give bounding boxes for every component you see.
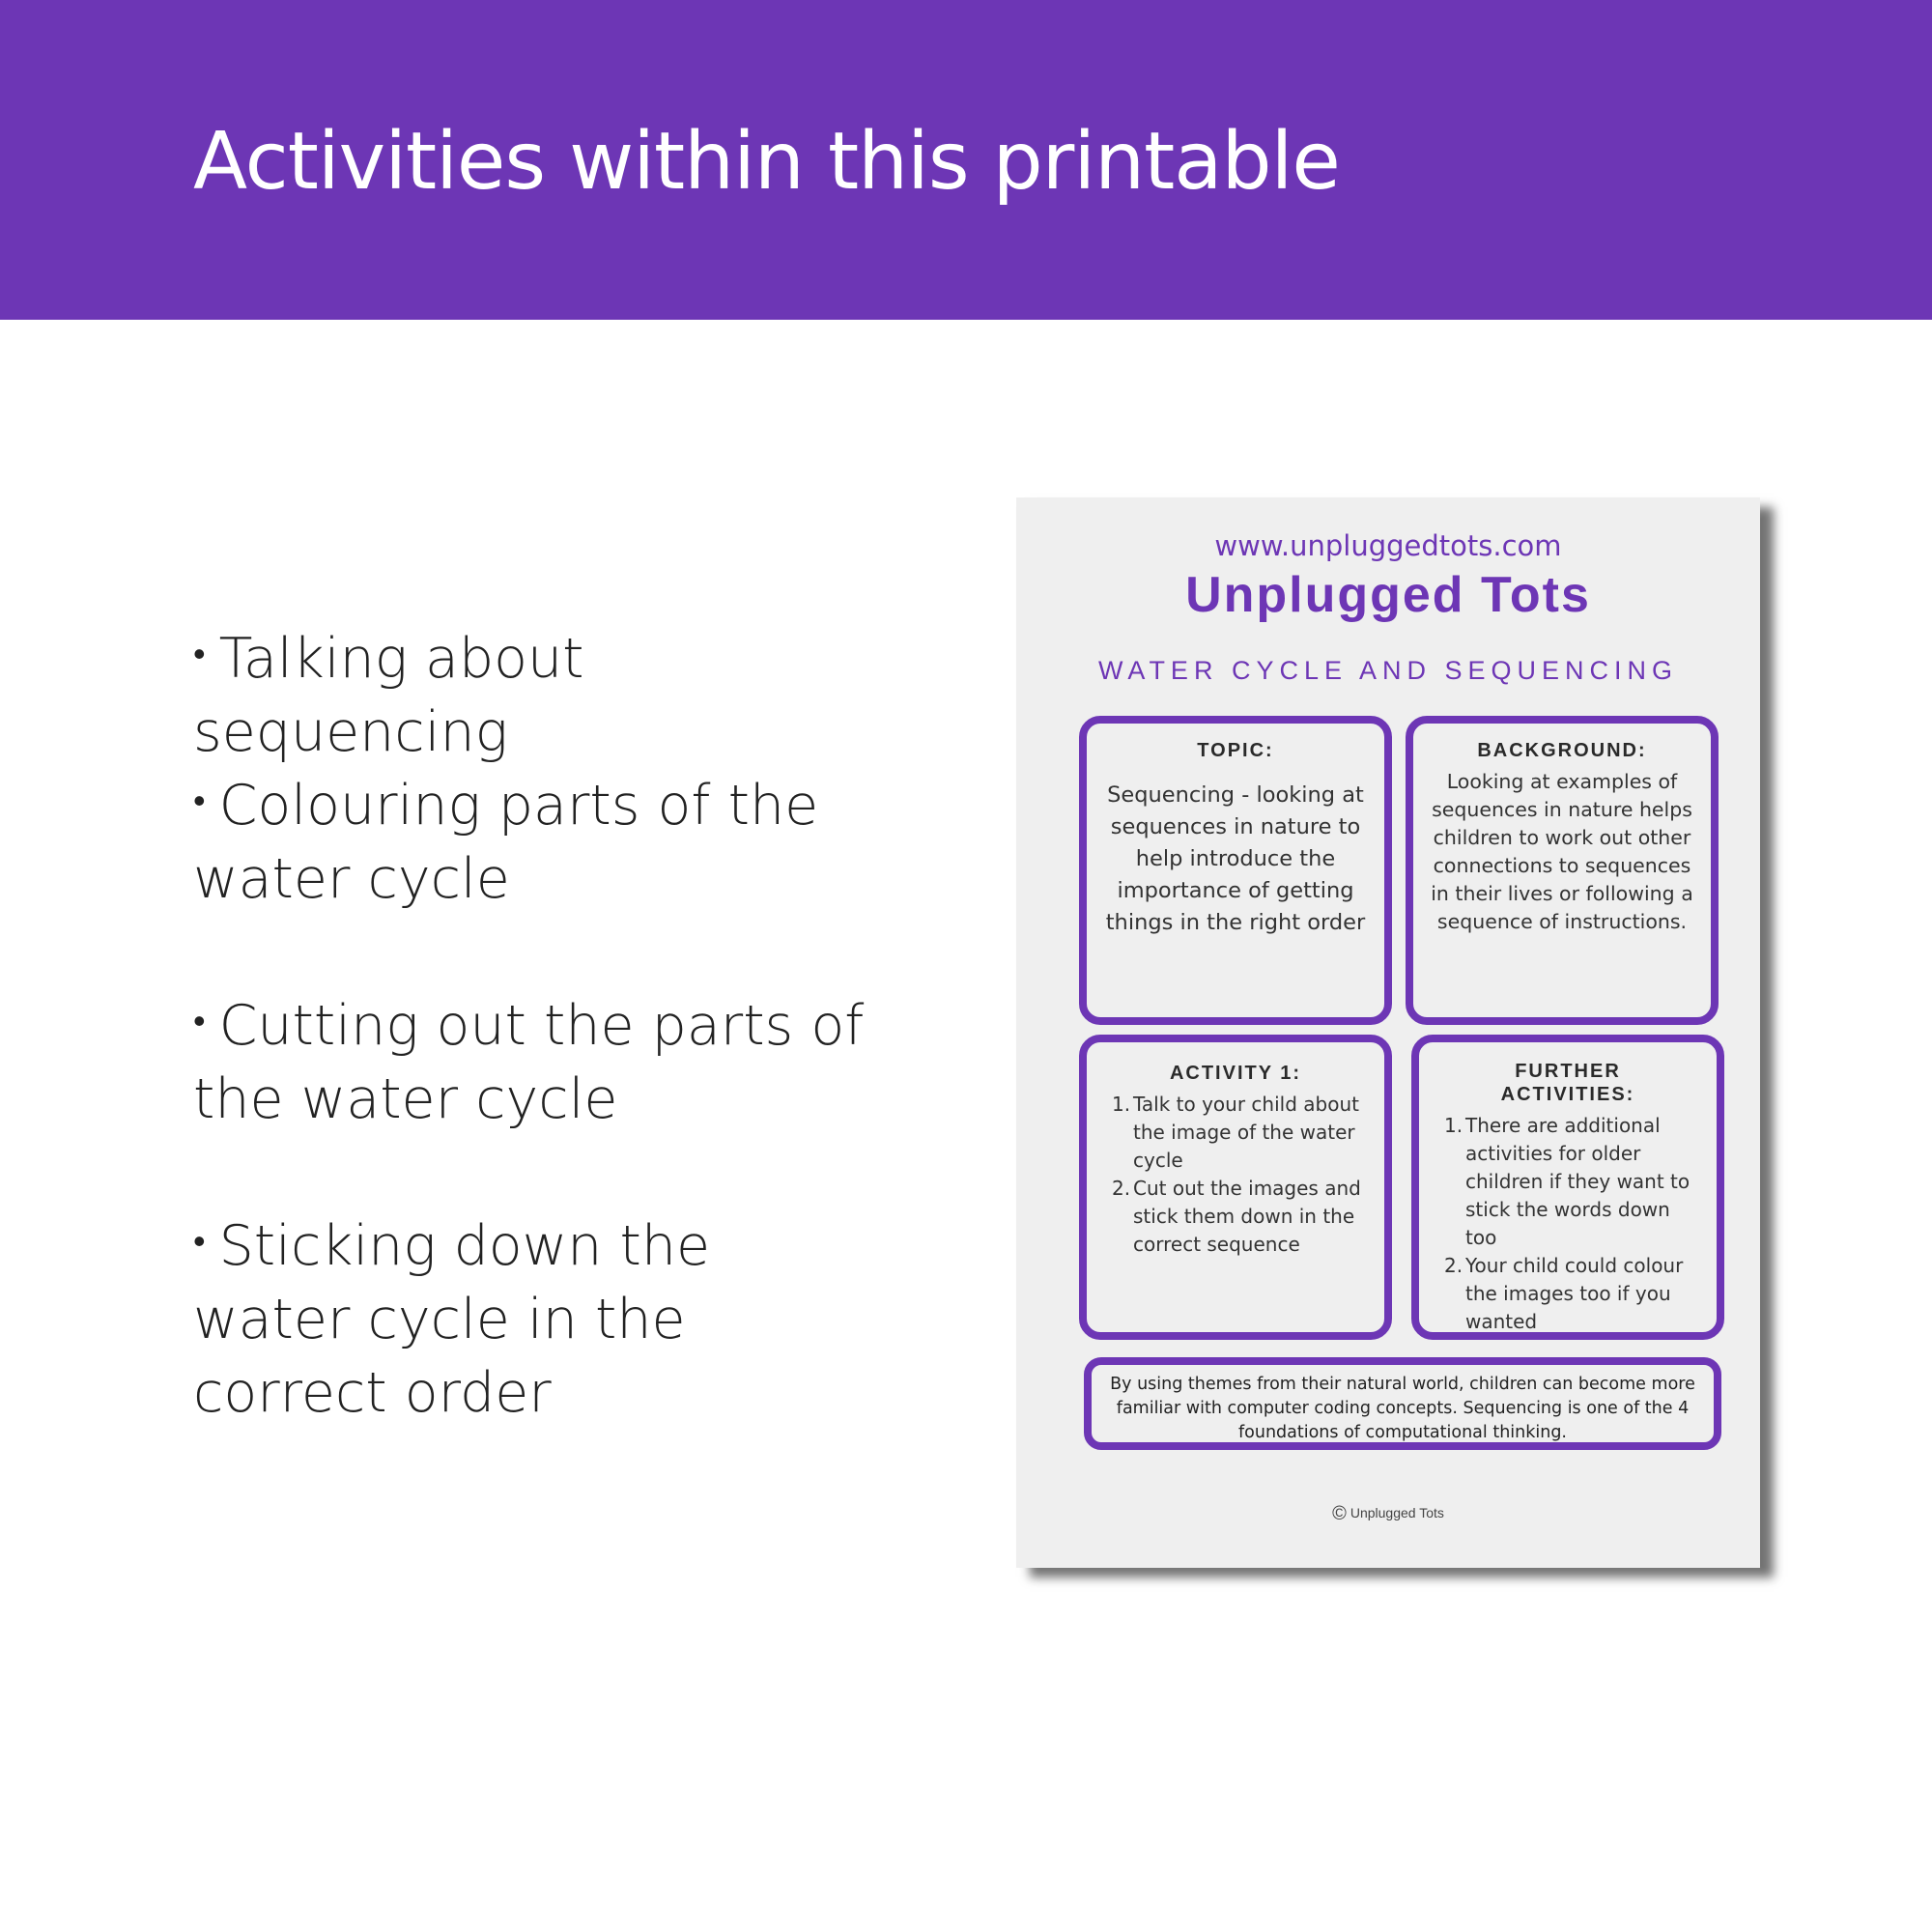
footer-note: By using themes from their natural world, children can become more familiar with computer coding concepts. Sequencing is one of the 4 foundations of computational thinking. [1110, 1375, 1695, 1442]
sheet-brand: Unplugged Tots [1185, 567, 1591, 623]
background-title: BACKGROUND: [1477, 740, 1647, 761]
step-text: Cut out the images and stick them down in the correct sequence [1133, 1177, 1361, 1256]
step-number: 2. [1444, 1254, 1463, 1277]
copyright [1016, 1502, 1760, 1524]
list-item [193, 1206, 869, 1430]
step-text: Talk to your child about the image of the water cycle [1133, 1093, 1359, 1172]
background-body: Looking at examples of sequences in nature helps children to work out other connections to sequences in their lives or following a sequence of instructions. [1431, 770, 1693, 933]
copyright-icon: © [1332, 1503, 1347, 1524]
step-number: 1. [1112, 1093, 1131, 1116]
background-card [1406, 716, 1719, 1025]
copyright-text: Unplugged Tots [1350, 1505, 1444, 1520]
page-title: Activities within this printable [193, 116, 1340, 208]
activity-text: Talking about sequencing [193, 627, 584, 764]
activity-text: Sticking down the water cycle in the correct order [193, 1214, 711, 1425]
further-steps [1444, 1112, 1703, 1336]
activity-text: Colouring parts of the water cycle [193, 774, 819, 911]
further-title-line2: ACTIVITIES: [1500, 1084, 1635, 1105]
list-item [1112, 1175, 1365, 1259]
further-title-line1: FURTHER [1515, 1061, 1621, 1082]
topic-title: TOPIC: [1197, 740, 1274, 761]
step-text: Your child could colour the images too if you wanted [1465, 1254, 1684, 1333]
step-text: There are additional activities for older children if they want to stick the words down too [1465, 1114, 1690, 1249]
printable-preview [1016, 497, 1760, 1568]
bullet-icon: • [193, 781, 206, 821]
topic-card [1079, 716, 1392, 1025]
bullet-icon: • [193, 1222, 206, 1262]
activity-steps [1112, 1091, 1365, 1259]
sheet-url: www.unpluggedtots.com [1214, 529, 1562, 562]
footer-note-card [1084, 1357, 1721, 1450]
topic-body: Sequencing - looking at sequences in nature to help introduce the importance of getting things in the right order [1105, 782, 1366, 935]
list-item [193, 618, 869, 769]
list-item [193, 765, 869, 916]
list-item [1444, 1112, 1703, 1252]
further-activities-card [1411, 1035, 1724, 1340]
sheet-subtitle: WATER CYCLE AND SEQUENCING [1097, 656, 1679, 685]
step-number: 1. [1444, 1114, 1463, 1137]
list-item [193, 985, 869, 1136]
bullet-icon: • [193, 635, 206, 674]
list-item [1444, 1252, 1703, 1336]
step-number: 2. [1112, 1177, 1131, 1200]
activity-text: Cutting out the parts of the water cycle [193, 994, 865, 1131]
bullet-icon: • [193, 1002, 206, 1041]
activity-title: ACTIVITY 1: [1169, 1063, 1302, 1084]
activity-card [1079, 1035, 1392, 1340]
list-item [1112, 1091, 1365, 1175]
header-banner [0, 0, 1932, 320]
